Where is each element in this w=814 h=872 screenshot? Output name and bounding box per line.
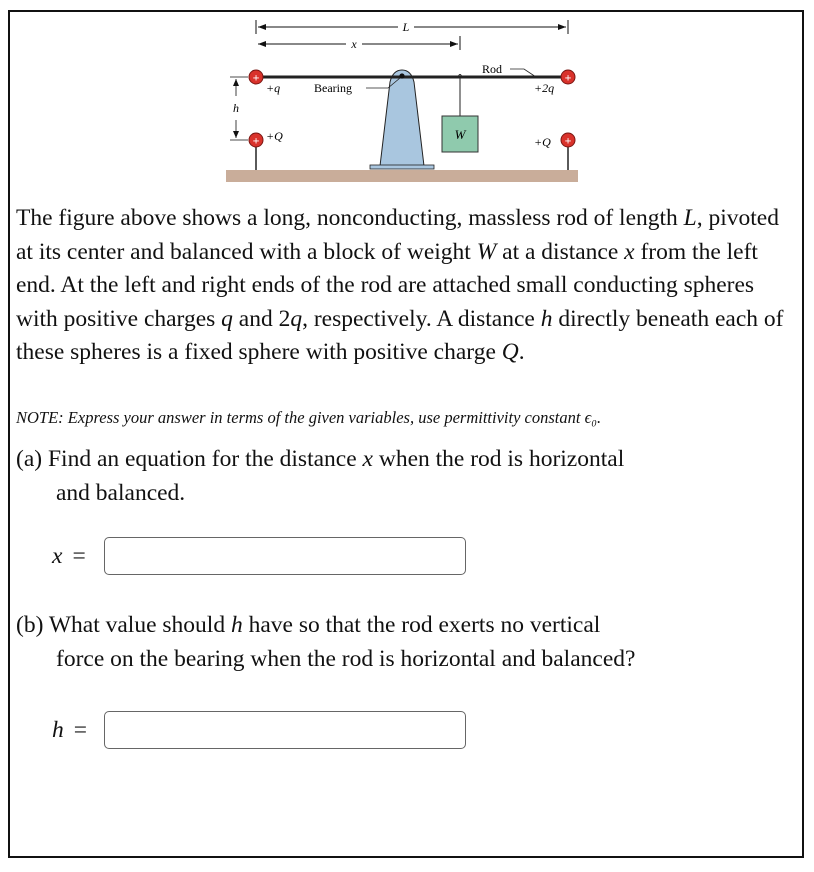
label-plus-q: +q	[266, 81, 281, 95]
part-b-answer-input[interactable]	[104, 711, 466, 749]
part-a-answer-row	[52, 537, 466, 575]
dimension-x	[258, 36, 460, 51]
svg-text:+: +	[252, 70, 260, 85]
dimension-h	[230, 77, 248, 140]
bearing	[380, 70, 424, 166]
part-a-answer-label: x =	[52, 542, 86, 569]
bearing-label: Bearing	[314, 81, 352, 95]
ground	[226, 170, 578, 182]
part-b-answer-row	[52, 711, 466, 749]
rod-balance-figure	[218, 14, 588, 186]
part-a-question: (a) Find an equation for the distance x when the rod is horizontal and balanced.	[16, 446, 625, 506]
dim-h-label: h	[233, 101, 239, 115]
part-b-answer-label: h =	[52, 716, 88, 743]
svg-text:+: +	[564, 133, 572, 148]
sphere-plus-q	[249, 70, 263, 85]
note-text: NOTE: Express your answer in terms of the given variables, use permittivity constant ϵ₀.	[16, 408, 602, 427]
problem-statement: The figure above shows a long, nonconducting, massless rod of length L, pivoted at its center and balanced with a block of weight W at a distance x from the left end. At the left and right ends of the rod are attached small conducting spheres with positive charges q and 2q, respectively. A distance h directly beneath each of these spheres is a fixed sphere with positive charge Q.	[16, 205, 784, 365]
dimension-L	[256, 20, 568, 34]
label-plus-2q: +2q	[534, 81, 555, 95]
label-plus-Q-left: +Q	[266, 129, 283, 143]
dim-x-label: x	[351, 37, 357, 51]
rod-label: Rod	[482, 62, 503, 76]
sphere-fixed-left-plus-Q	[249, 133, 263, 148]
sphere-plus-2q	[561, 70, 575, 85]
sphere-fixed-right-plus-Q	[561, 133, 575, 148]
svg-text:+: +	[252, 133, 260, 148]
part-a-answer-input[interactable]	[104, 537, 466, 575]
label-plus-Q-right: +Q	[534, 135, 551, 149]
block-W-label: W	[454, 127, 466, 142]
part-b-question: (b) What value should h have so that the rod exerts no vertical force on the bearing when the rod is horizontal and balanced?	[16, 612, 636, 672]
svg-text:+: +	[564, 70, 572, 85]
dim-L-label: L	[402, 20, 410, 34]
